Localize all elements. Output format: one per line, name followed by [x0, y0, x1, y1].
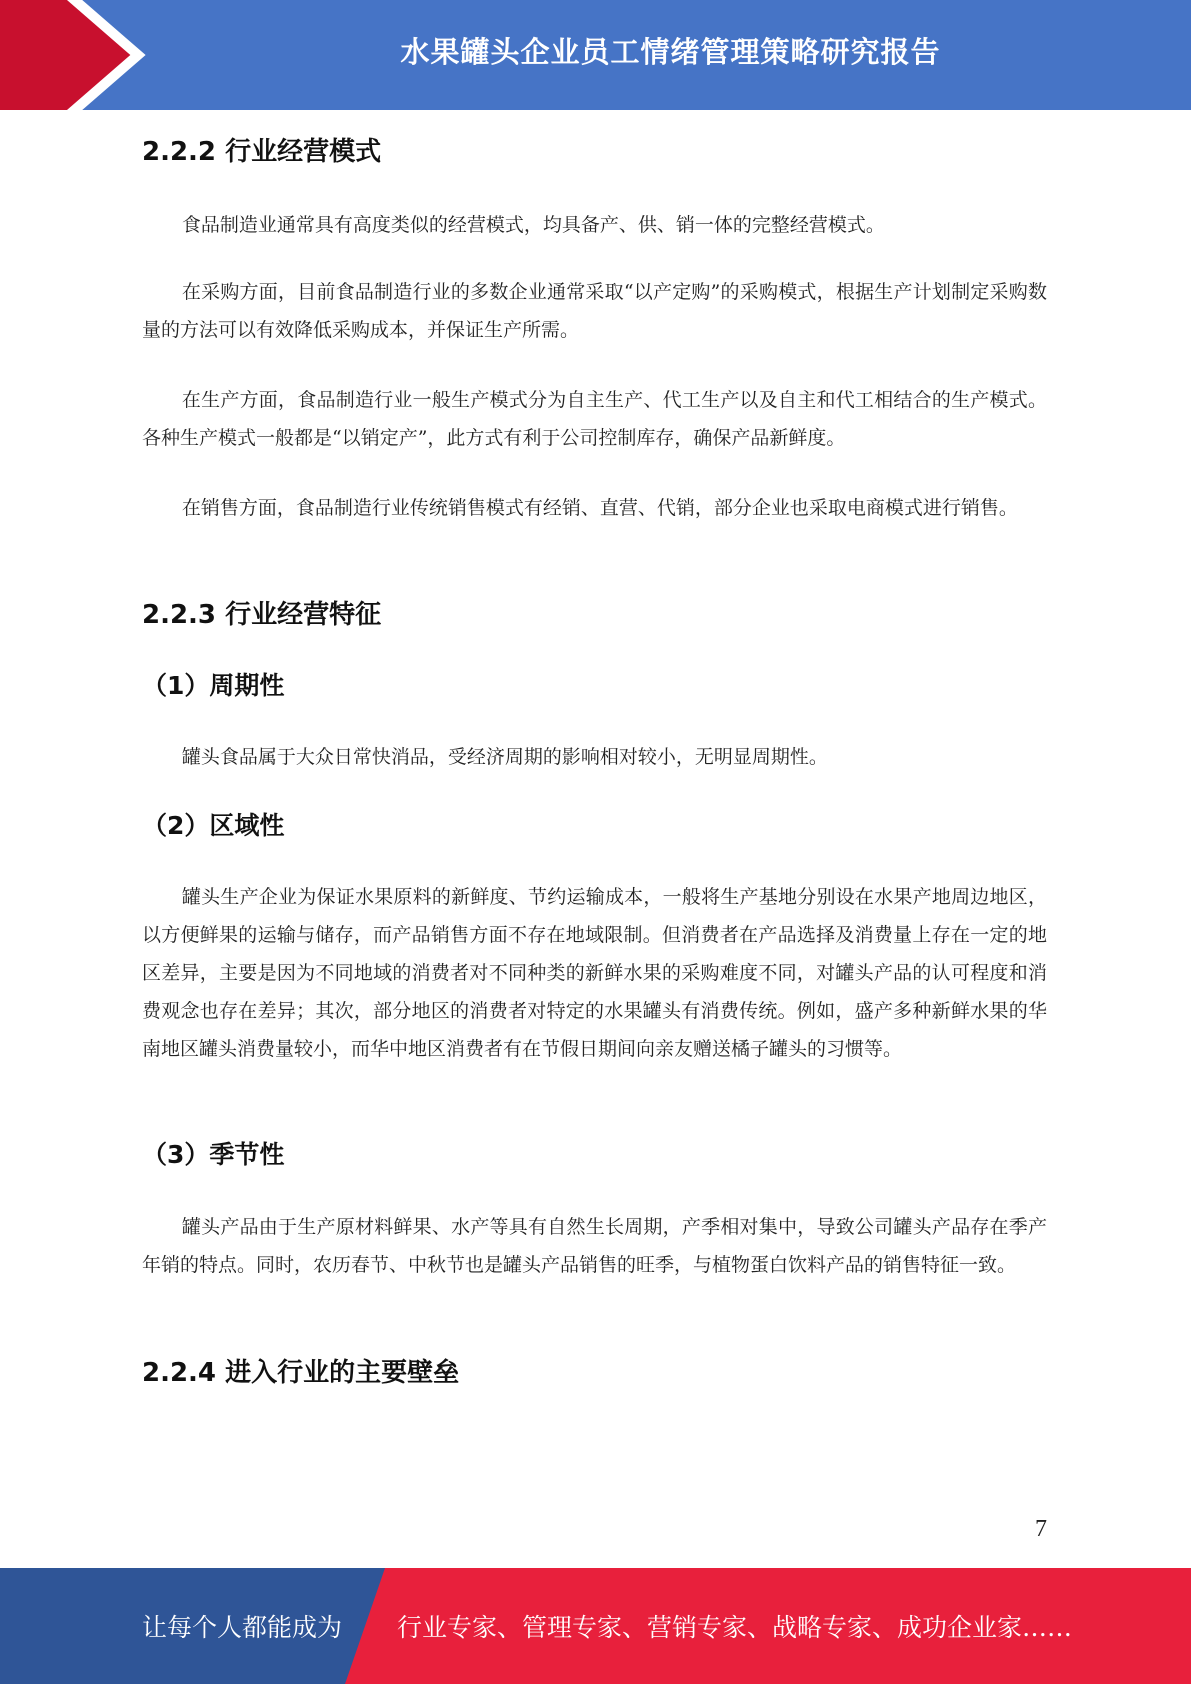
section-heading-2-2-2: 2.2.2 行业经营模式	[142, 137, 382, 167]
paragraph-production: 在生产方面，食品制造行业一般生产模式分为自主生产、代工生产以及自主和代工相结合的生产模式。各种生产模式一般都是“以销定产”，此方式有利于公司控制库存，确保产品新鲜度。	[142, 389, 1047, 449]
red-arrow-chevron-icon	[0, 0, 160, 110]
paragraph-sales: 在销售方面，食品制造行业传统销售模式有经销、直营、代销，部分企业也采取电商模式进行销售。	[181, 497, 1018, 519]
report-title: 水果罐头企业员工情绪管理策略研究报告	[400, 34, 941, 69]
paragraph-procurement: 在采购方面，目前食品制造行业的多数企业通常采取“以产定购”的采购模式，根据生产计划制定采购数量的方法可以有效降低采购成本，并保证生产所需。	[142, 281, 1047, 341]
subheading-seasonality: （3）季节性	[142, 1140, 285, 1169]
footer-banner	[0, 1568, 1191, 1684]
paragraph-seasonality: 罐头产品由于生产原材料鲜果、水产等具有自然生长周期，产季相对集中，导致公司罐头产品存在季产年销的特点。同时，农历春节、中秋节也是罐头产品销售的旺季，与植物蛋白饮料产品的销售特征一致。	[142, 1216, 1047, 1276]
section-heading-2-2-3: 2.2.3 行业经营特征	[142, 600, 382, 630]
section-heading-2-2-4: 2.2.4 进入行业的主要壁垒	[142, 1358, 460, 1388]
subheading-regionality: （2）区域性	[142, 811, 285, 840]
page-number: 7	[1035, 1516, 1047, 1542]
paragraph-regionality: 罐头生产企业为保证水果原料的新鲜度、节约运输成本，一般将生产基地分别设在水果产地周边地区，以方便鲜果的运输与储存，而产品销售方面不存在地域限制。但消费者在产品选择及消费量上存在一定的地区差异，主要是因为不同地域的消费者对不同种类的新鲜水果的采购难度不同，对罐头产品的认可程度和消费观念也存在差异；其次，部分地区的消费者对特定的水果罐头有消费传统。例如，盛产多种新鲜水果的华南地区罐头消费量较小，而华中地区消费者有在节假日期间向亲友赠送橘子罐头的习惯等。	[142, 886, 1047, 1060]
footer-slogan-left: 让每个人都能成为	[142, 1613, 343, 1642]
report-header-banner	[0, 0, 1191, 110]
subheading-cyclicality: （1）周期性	[142, 671, 285, 700]
paragraph-business-model-intro: 食品制造业通常具有高度类似的经营模式，均具备产、供、销一体的完整经营模式。	[181, 214, 885, 236]
footer-slogan-right: 行业专家、管理专家、营销专家、战略专家、成功企业家……	[397, 1613, 1073, 1642]
paragraph-cyclicality: 罐头食品属于大众日常快消品，受经济周期的影响相对较小，无明显周期性。	[181, 746, 828, 768]
